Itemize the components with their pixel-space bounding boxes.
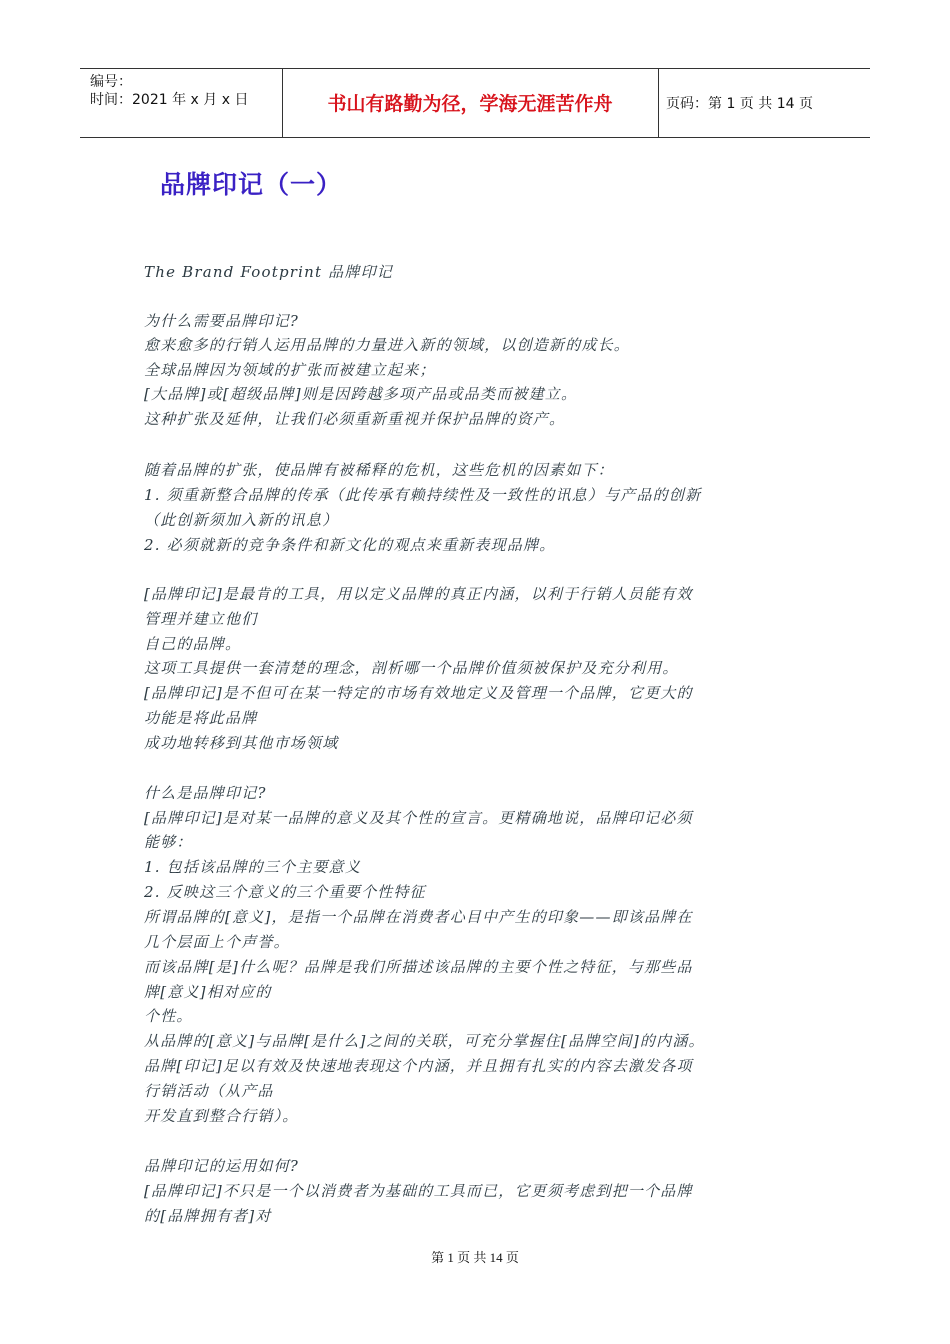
text-line: 全球品牌因为领域的扩张而被建立起来；: [144, 361, 436, 379]
text-line: 愈来愈多的行销人运用品牌的力量进入新的领域，以创造新的成长。: [144, 336, 631, 354]
page-info: 页码：第 1 页 共 14 页: [666, 96, 813, 112]
text-line: 这项工具提供一套清楚的理念，剖析哪一个品牌价值须被保护及充分利用。: [144, 659, 679, 677]
text-line: The Brand Footprint 品牌印记: [144, 263, 393, 281]
text-line: 个性。: [144, 1007, 193, 1025]
text-line: （此创新须加入新的讯息）: [144, 511, 339, 529]
text-line: 随着品牌的扩张，使品牌有被稀释的危机，这些危机的因素如下：: [144, 461, 614, 479]
text-line: 这种扩张及延伸，让我们必须重新重视并保护品牌的资产。: [144, 410, 566, 428]
text-line: [大品牌]或[超级品牌]则是因跨越多项产品或品类而被建立。: [144, 385, 578, 403]
header-motto-cell: [282, 69, 659, 137]
text-line: [品牌印记]不只是一个以消费者为基础的工具而已，它更须考虑到把一个品牌: [144, 1182, 693, 1200]
text-line: 品牌印记的运用如何?: [144, 1157, 300, 1175]
header-meta-cell: [80, 69, 283, 137]
text-line: 成功地转移到其他市场领域: [144, 734, 339, 752]
text-line: 而该品牌[是]什么呢？品牌是我们所描述该品牌的主要个性之特征，与那些品: [144, 958, 693, 976]
text-line: 2. 必须就新的竞争条件和新文化的观点来重新表现品牌。: [144, 536, 556, 554]
text-line: 1. 包括该品牌的三个主要意义: [144, 858, 362, 876]
text-line: 什么是品牌印记?: [144, 784, 267, 802]
text-line: 为什么需要品牌印记?: [144, 312, 300, 330]
text-line: 自己的品牌。: [144, 635, 242, 653]
text-line: 牌[意义]相对应的: [144, 983, 272, 1001]
text-line: 能够：: [144, 833, 193, 851]
text-line: 1. 须重新整合品牌的传承（此传承有赖持续性及一致性的讯息）与产品的创新: [144, 486, 702, 504]
text-line: [品牌印记]是最肯的工具，用以定义品牌的真正内涵，以利于行销人员能有效: [144, 585, 693, 603]
document-title: 品牌印记（一）: [160, 170, 343, 199]
text-line: 的[品牌拥有者]对: [144, 1207, 272, 1225]
text-line: 几个层面上个声誉。: [144, 933, 290, 951]
text-line: 管理并建立他们: [144, 610, 258, 628]
text-line: 开发直到整合行销）。: [144, 1107, 299, 1125]
text-line: 行销活动（从产品: [144, 1082, 274, 1100]
motto: 书山有路勤为径，学海无涯苦作舟: [327, 93, 613, 115]
text-line: 品牌[印记]足以有效及快速地表现这个内涵，并且拥有扎实的内容去激发各项: [144, 1057, 693, 1075]
text-line: 功能是将此品牌: [144, 709, 258, 727]
header-table: [80, 68, 870, 138]
text-line: [品牌印记]是对某一品牌的意义及其个性的宣言。更精确地说，品牌印记必须: [144, 809, 693, 827]
time-label: 时间：2021 年 x 月 x 日: [90, 92, 249, 108]
page-footer: 第 1 页 共 14 页: [431, 1250, 519, 1265]
text-line: 所谓品牌的[意义]，是指一个品牌在消费者心目中产生的印象——即该品牌在: [144, 908, 693, 926]
code-label: 编号：: [90, 74, 132, 90]
header-page-cell: [658, 69, 870, 137]
text-line: 2. 反映这三个意义的三个重要个性特征: [144, 883, 426, 901]
text-line: 从品牌的[意义]与品牌[是什么]之间的关联，可充分掌握住[品牌空间]的内涵。: [144, 1032, 705, 1050]
text-line: [品牌印记]是不但可在某一特定的市场有效地定义及管理一个品牌，它更大的: [144, 684, 693, 702]
